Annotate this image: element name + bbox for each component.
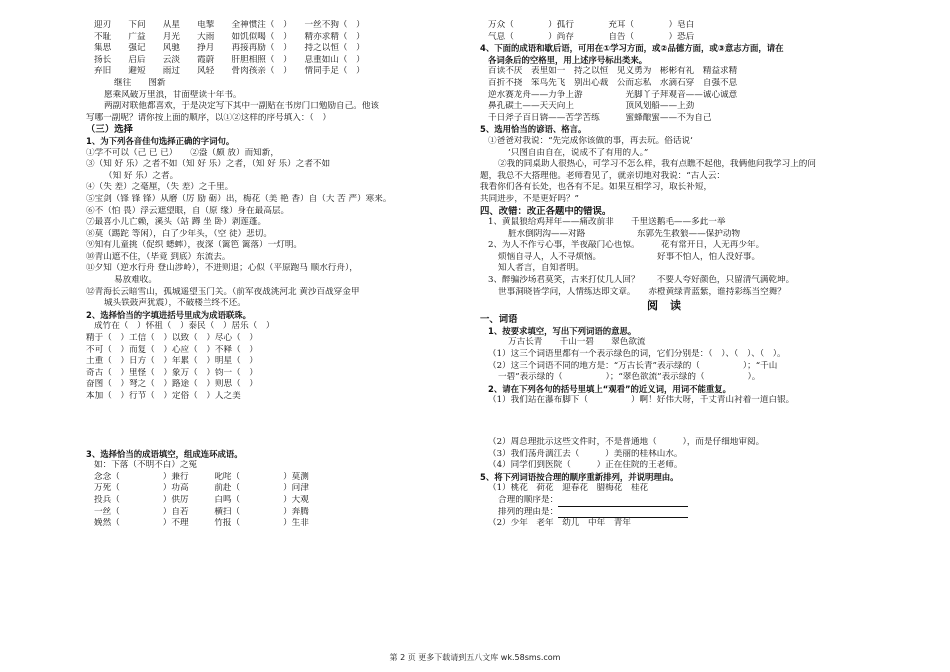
- right-line-20: 烦恼自寻人，人不寻烦恼。 好事不怕人，怕人没好事。: [498, 251, 761, 262]
- right-line-38: （1）桃花 荷花 迎春花 腊梅花 桂花: [488, 483, 649, 494]
- right-line-31: 2、请在下列各句的括号里填上“观看”的近义词，用词不能重复。: [488, 383, 731, 394]
- right-line-32: （1）我们站在瀑布脚下（ ）啊！好伟大呀，千丈青山衬着一道白银。: [488, 395, 795, 406]
- left-line-0: 迎刃 下问 从星 电掣 全神惯注（ ） 一丝不狗（ ）: [94, 20, 365, 30]
- left-line-40: 娩然（ ）不理 竹报（ ）生非: [94, 518, 309, 529]
- right-line-29: （2）这三个词语不同的地方是：“万古长青”表示绿的（ ）；“千山: [488, 360, 778, 371]
- left-line-5: 继往 图新: [114, 77, 166, 88]
- left-line-23: ⑫青海长云暗雪山，孤城遥望玉门关。（前军夜战洮河北 黄沙百战穿金甲: [86, 286, 360, 297]
- left-line-21: ⑪夕知（逆水行舟 登山涉岭），不进则退；心似（平原跑马 顺水行舟），: [86, 263, 358, 274]
- right-line-34: （2）周总理批示这些文件时，不是普通地（ ），而是仔细地审阅。: [488, 437, 765, 447]
- right-line-2: 4、下面的成语和歇后语，可用在①学习方面，或②品德方面，或③意志方面，请在: [480, 43, 784, 54]
- right-line-16: 四、改错：改正各题中的错误。: [480, 205, 612, 217]
- page-footer: 第 2 页 更多下载请到五八文库 wk.58sms.com: [389, 653, 561, 662]
- left-line-9: （三）选择: [86, 124, 133, 136]
- left-line-1: 不耻 广益 月光 大雨 如饥似喝（ ） 精亦求精（ ）: [94, 31, 365, 42]
- left-line-17: ⑦最喜小儿亡赖，溪头（站 蹲 坐 卧）剥莲蓬。: [86, 217, 267, 228]
- right-line-37: 5、将下列词语按合理的顺序重新排列，并说明理由。: [480, 471, 679, 482]
- left-line-20: ⑩青山遮不住，（毕竟 到底）东流去。: [86, 251, 231, 262]
- left-line-38: 投兵（ ）供厉 白鸣（ ）大观: [94, 494, 309, 505]
- answer-blank[interactable]: [558, 508, 688, 518]
- left-line-28: 不可（ ）而复（ ）心应（ ）不释（ ）: [86, 344, 258, 355]
- right-line-26: 1、按要求填空，写出下列词语的意思。: [488, 325, 637, 336]
- right-line-19: 2、为人不作亏心事，半夜敲门心也惊。 花有常开日，人无再少年。: [488, 240, 765, 251]
- right-line-24: 阅读: [647, 299, 693, 313]
- right-line-36: （4）同学们到医院（ ）正在住院的王老师。: [488, 460, 683, 471]
- left-line-31: 奋图（ ）弩之（ ）路途（ ）则思（ ）: [86, 379, 258, 390]
- left-line-6: 愿乘风破万里浪，甘面壁读十年书。: [104, 89, 242, 100]
- left-line-33: [86, 403, 461, 449]
- left-line-25: 2、选择恰当的字填进括号里成为成语联珠。: [86, 309, 251, 320]
- left-line-24: 城头铁鼓声犹震），不破楼兰终不还。: [104, 298, 246, 309]
- left-line-34: 3、选择恰当的成语填空，组成连环成语。: [86, 448, 243, 459]
- left-line-22: 易放难收。: [114, 275, 157, 286]
- right-line-17: 1、黄鼠狼给鸡拜年——痛改前非 千里送鹅毛——多此一举: [488, 217, 726, 228]
- left-line-7: 两副对联他都喜欢，于是决定写下其中一副贴在书房门口勉励自己。他该: [104, 101, 380, 112]
- right-line-7: 鼻孔碳土——天天向上 顶风划船——上劲: [488, 101, 695, 112]
- right-line-4: 百读不厌 表里如一 持之以恒 见义勇为 彬彬有礼 精益求精: [488, 66, 738, 77]
- left-line-15: ⑤宝剑（锋 锋 锋）从磨（厉 励 砺）出，梅花（美 艳 香）自（大 苦 严）寒来。: [86, 193, 392, 204]
- left-line-30: 奇古（ ）里怪（ ）象万（ ）钧一（ ）: [86, 367, 258, 378]
- right-line-25: 一、词语: [480, 314, 518, 326]
- right-line-33: [480, 407, 860, 437]
- left-line-19: ⑨知有儿童挑（促织 蟋蟀），夜深（篱笆 篱落）一灯明。: [86, 240, 303, 251]
- left-line-16: ⑥不（怕 畏）浮云遮望眼，自（原 缘）身在最高层。: [86, 205, 290, 216]
- right-line-8: 千日斧子百日锛——苦学苦练 蜜蜂酿蜜——不为自己: [488, 112, 712, 123]
- right-line-39: 合理的顺序是：: [480, 495, 860, 507]
- left-line-3: 扬长 启后 云淡 霞蔚 肝胆相照（ ） 息重如山（ ）: [94, 54, 365, 65]
- right-line-27: 万古长青 千山一碧 翠色欲流: [508, 337, 646, 348]
- right-line-11: ’只图自由自在，说成不了有用的人。”: [508, 147, 649, 158]
- left-line-18: ⑧莫（踢跎 等闲），白了少年头，（空 徒）悲切。: [86, 228, 272, 239]
- right-line-40: 排列的理由是：: [480, 507, 860, 519]
- left-line-36: 念念（ ）兼行 叱咤（ ）莫测: [94, 471, 309, 482]
- left-column: [86, 20, 461, 530]
- left-line-11: ①学不可以（己 已 已） ②盎（颇 放）而知新，: [86, 147, 279, 158]
- right-line-6: 逆水赛龙舟——力争上游 光脚丫子拜观音——诚心诚意: [488, 89, 738, 100]
- right-line-9: 5、选用恰当的谚语、格言。: [480, 124, 587, 135]
- right-line-22: 3、醉骗沙场君莫笑，古来打仗几人回？ 不要人夸好颜色，只留清气满乾坤。: [488, 275, 795, 286]
- left-line-8: 写哪一副呢？请你按上面的顺序，以①②这样的序号填入：（ ）: [86, 112, 331, 123]
- right-line-28: （1）这三个词语里都有一个表示绿色的词，它们分别是：（ ）、（ ）、（ ）。: [488, 349, 786, 360]
- left-line-37: 万死（ ）功高 前赴（ ）问津: [94, 483, 309, 494]
- right-line-14: 我看你们各有长处，也各有不足。如果互相学习，取长补短，: [480, 182, 713, 193]
- left-line-29: 土重（ ）日方（ ）年累（ ）明星（ ）: [86, 356, 258, 367]
- right-line-35: （3）我们荡舟漓江去（ ）美丽的桂林山水。: [488, 448, 683, 459]
- right-line-0: 万众（ ）孤行 充耳（ ）皂白: [488, 20, 695, 30]
- left-line-27: 精于（ ）工信（ ）以致（ ）尽心（ ）: [86, 333, 258, 344]
- right-line-3: 各词条后的空格里，用上述序号标出类来。: [488, 54, 648, 65]
- answer-blank[interactable]: [558, 497, 688, 507]
- right-line-13: 题，我总不大搭理他。老师看见了，就亲切地对我说：“古人云：: [480, 170, 726, 181]
- right-line-10: ①爸爸对我说：“先完成你该做的事，再去玩。俗话说‘: [488, 135, 693, 146]
- right-line-21: 知人者言，自知者明。: [498, 263, 584, 274]
- left-line-39: 一丝（ ）自若 横扫（ ）奔腾: [94, 506, 309, 517]
- right-line-23: 世事洞晓皆学问，人情练达即文章。 赤橙黄绿青蓝紫，谁持彩练当空舞？: [498, 286, 786, 297]
- right-line-18: 脏水倒阴沟——对路 东郭先生救狼——保护动物: [508, 228, 741, 239]
- left-line-32: 本加（ ）行节（ ）定俗（ ）人之美: [86, 391, 241, 401]
- left-line-13: （知 好 乐）之者。: [104, 170, 179, 181]
- right-line-15: 共同进步，不是更好吗？”: [480, 193, 579, 204]
- left-line-4: 弃旧 避短 雨过 风轻 骨肉孩亲（ ） 情同手足（ ）: [94, 66, 365, 77]
- right-line-1: 气息（ ）尚存 自告（ ）恐后: [488, 31, 695, 42]
- right-column: [480, 20, 860, 530]
- right-line-5: 百折不挠 笨鸟先飞 别出心裁 公而忘私 水滴石穿 自强不息: [488, 77, 738, 88]
- left-line-35: 如：下落（不明不白）之冤: [94, 460, 198, 471]
- left-line-26: 成竹在（ ）怀祖（ ）泰民（ ）居乐（ ）: [94, 321, 275, 332]
- left-line-2: 集思 强记 风驰 挣月 再接再励（ ） 持之以恒（ ）: [94, 43, 365, 54]
- right-line-30: 一碧”表示绿的（ ）；“翠色欲流”表示绿的（ ）。: [498, 372, 761, 383]
- right-line-41: （2）少年 老年 幼儿 中年 青年: [488, 518, 631, 529]
- left-line-14: ④（失 差）之毫厘，（失 差）之千里。: [86, 182, 234, 193]
- left-line-10: 1、为下列各音佳句选择正确的字词句。: [86, 135, 235, 146]
- right-line-12: ②我的同桌助人很热心，可学习不怎么样，我有点瞧不起他，我俩他问我学习上的问: [498, 159, 816, 170]
- left-line-12: ③（知 好 乐）之者不如（知 好 乐）之者，（知 好 乐）之者不如: [86, 159, 331, 170]
